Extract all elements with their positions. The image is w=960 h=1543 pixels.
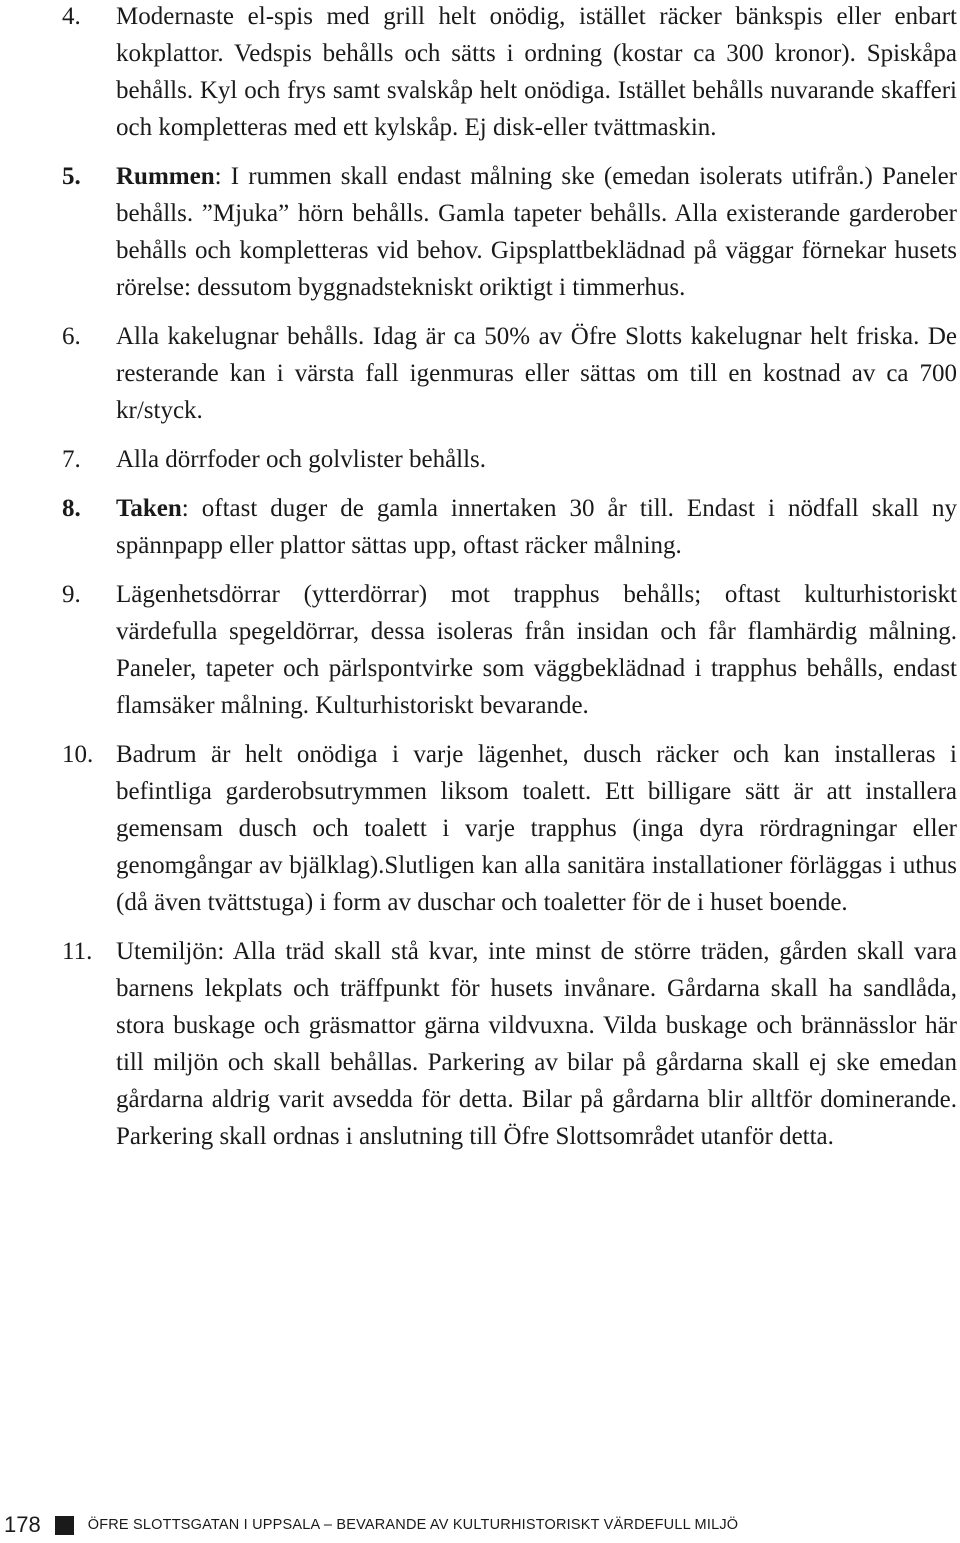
page-number: 178 xyxy=(4,1512,41,1537)
list-item-text xyxy=(116,736,957,921)
numbered-list xyxy=(62,0,957,1167)
list-item-number: 11. xyxy=(62,938,93,965)
list-item-body: : I rummen skall endast målning ske (emedan isolerats utifrån.) Paneler behålls. ”Mjuka” hörn behålls. Gamla tapeter behålls. Alla existerande garderober behålls och kompletteras vid behov. Gipsplattbeklädnad på väggar förnekar husets rörelse: dessutom byggnadstekniskt oriktigt i timmerhus. xyxy=(116,163,957,301)
list-item-text xyxy=(116,441,957,478)
list-item-body: Utemiljön: Alla träd skall stå kvar, inte minst de större träden, gården skall vara barnens lekplats och träffpunkt för husets invånare. Gårdarna skall ha sandlåda, stora buskage och gräsmattor gärna vildvuxna. Vilda buskage och brännässlor här till miljön och skall behållas. Parkering av bilar på gårdarna skall ej ske emedan gårdarna aldrig varit avsedda för detta. Bilar på gårdarna blir alltför dominerande. Parkering skall ordnas i anslutning till Öfre Slottsområdet utanför detta. xyxy=(116,938,957,1150)
list-item-body: Lägenhetsdörrar (ytterdörrar) mot trapphus behålls; oftast kulturhistoriskt värdefulla spegeldörrar, dessa isoleras från insidan och får flamhärdig målning. Paneler, tapeter och pärlspontvirke som väggbeklädnad i trapphus behålls, endast flamsäker målning. Kulturhistoriskt bevarande. xyxy=(116,581,957,719)
list-item xyxy=(62,0,957,146)
page-footer xyxy=(0,1508,738,1542)
list-item-number: 8. xyxy=(62,495,81,522)
list-item-number: 4. xyxy=(62,3,81,30)
list-item xyxy=(62,158,957,306)
list-item-body: : oftast duger de gamla innertaken 30 år till. Endast i nödfall skall ny spännpapp eller plattor sättas upp, oftast räcker målning. xyxy=(116,495,957,559)
list-item-text xyxy=(116,933,957,1155)
list-item-heading: Taken xyxy=(116,495,182,522)
list-item-text xyxy=(116,318,957,429)
list-item-body: Badrum är helt onödiga i varje lägenhet, dusch räcker och kan installeras i befintliga garderobsutrymmen liksom toalett. Ett billigare sätt är att installera gemensam dusch och toalett i varje trapphus (inga dyra rördragningar eller genomgångar av bjälklag).Slutligen kan alla sanitära installationer förläggas i uthus (då även tvättstuga) i form av duschar och toaletter för de i huset boende. xyxy=(116,741,957,916)
list-item xyxy=(62,933,957,1155)
list-item-text xyxy=(116,158,957,306)
list-item-number: 5. xyxy=(62,163,81,190)
list-item-heading: Rummen xyxy=(116,163,215,190)
list-item xyxy=(62,441,957,478)
list-item xyxy=(62,576,957,724)
list-item xyxy=(62,318,957,429)
square-bullet-icon xyxy=(55,1516,74,1535)
list-item-number: 6. xyxy=(62,323,81,350)
list-item-text xyxy=(116,490,957,564)
running-title: ÖFRE SLOTTSGATAN I UPPSALA – BEVARANDE AV KULTURHISTORISKT VÄRDEFULL MILJÖ xyxy=(87,1517,739,1533)
list-item xyxy=(62,736,957,921)
list-item-text xyxy=(116,576,957,724)
list-item xyxy=(62,490,957,564)
list-item-body: Alla dörrfoder och golvlister behålls. xyxy=(116,446,487,473)
list-item-text xyxy=(116,0,957,146)
list-item-number: 10. xyxy=(62,741,94,768)
list-item-body: Alla kakelugnar behålls. Idag är ca 50% av Öfre Slotts kakelugnar helt friska. De resterande kan i värsta fall igenmuras eller sättas om till en kostnad av ca 700 kr/styck. xyxy=(116,323,957,424)
list-item-body: Modernaste el-spis med grill helt onödig, istället räcker bänkspis eller enbart kokplattor. Vedspis behålls och sätts i ordning (kostar ca 300 kronor). Spiskåpa behålls. Kyl och frys samt svalskåp helt onödiga. Istället behålls nuvarande skafferi och kompletteras med ett kylskåp. Ej disk-eller tvättmaskin. xyxy=(116,3,957,141)
list-item-number: 7. xyxy=(62,446,81,473)
list-item-number: 9. xyxy=(62,581,81,608)
